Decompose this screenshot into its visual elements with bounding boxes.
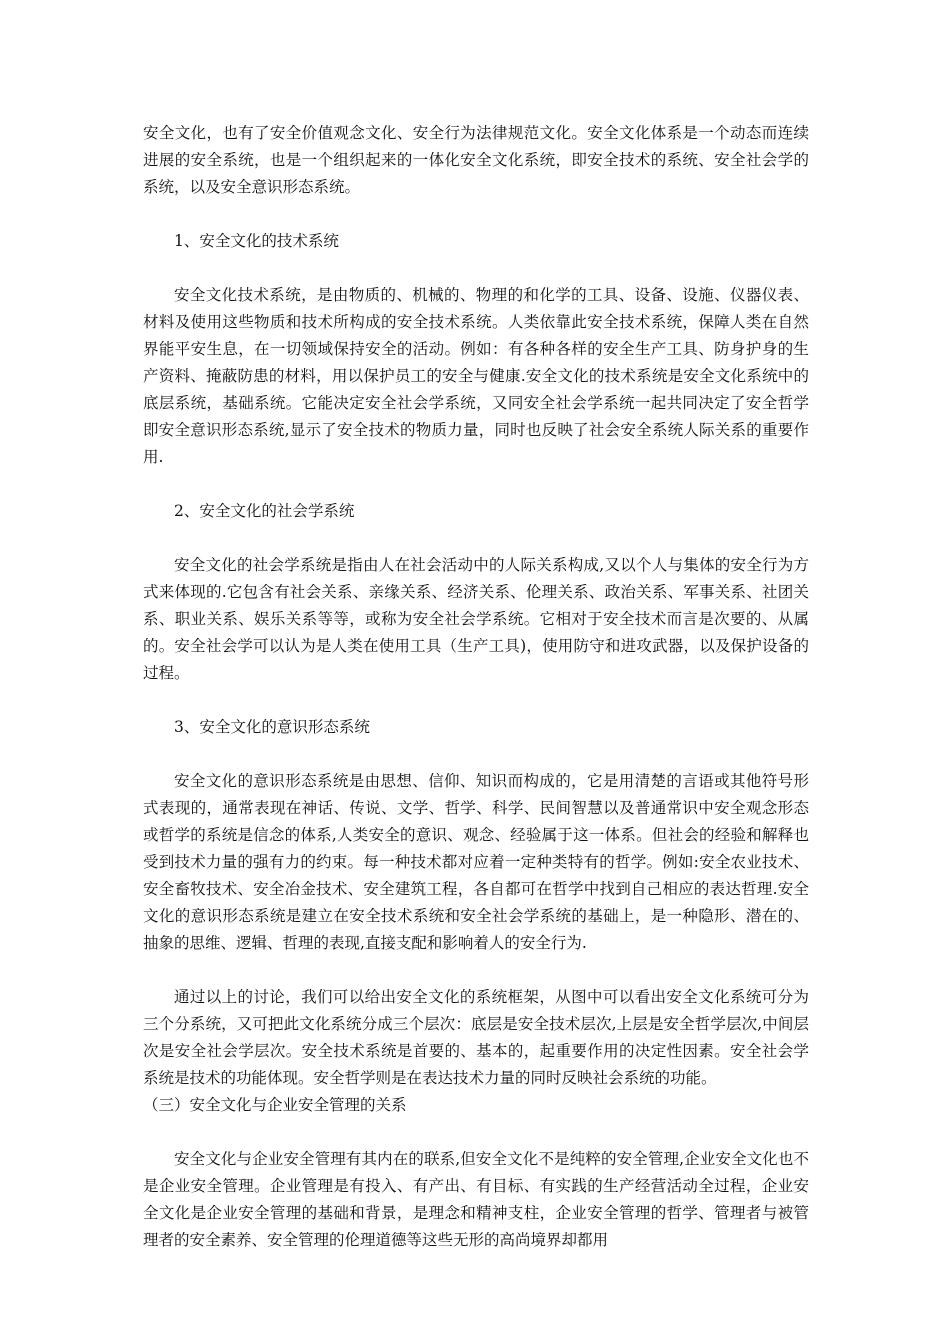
section-title-relationship: （三）安全文化与企业安全管理的关系 xyxy=(143,1096,407,1114)
ideology-system-paragraph: 安全文化的意识形态系统是由思想、信仰、知识而构成的，它是用清楚的言语或其他符号形式表现的，通常表现在神话、传说、文学、哲学、科学、民间智慧以及普通常识中安全观念形态或哲学的系统是信念的体系,人类安全的意识、观念、经验属于这一体系。但社会的经验和解释也受到技术力量的强有力的约束。每一种技术都对应着一定种类特有的哲学。例如:安全农业技术、安全畜牧技术、安全冶金技术、安全建筑工程，各自都可在哲学中找到自己相应的表达哲理.安全文化的意识形态系统是建立在安全技术系统和安全社会学系统的基础上，是一种隐形、潜在的、抽象的思维、逻辑、哲理的表现,直接支配和影响着人的安全行为. xyxy=(143,772,809,952)
sociology-system-paragraph: 安全文化的社会学系统是指由人在社会活动中的人际关系构成,又以个人与集体的安全行为方式来体现的.它包含有社会关系、亲缘关系、经济关系、伦理关系、政治关系、军事关系、社团关系、职业关系、娱乐关系等等，或称为安全社会学系统。它相对于安全技术而言是次要的、从属的。安全社会学可以认为是人类在使用工具（生产工具)，使用防守和进攻武器，以及保护设备的过程。 xyxy=(143,556,809,682)
heading-ideology-system: 3、安全文化的意识形态系统 xyxy=(174,718,370,736)
technical-system-paragraph: 安全文化技术系统，是由物质的、机械的、物理的和化学的工具、设备、设施、仪器仪表、材料及使用这些物质和技术所构成的安全技术系统。人类依靠此安全技术系统，保障人类在自然界能平安生息，在一切领域保持安全的活动。例如：有各种各样的安全生产工具、防身护身的生产资料、掩蔽防患的材料，用以保护员工的安全与健康.安全文化的技术系统是安全文化系统中的底层系统，基础系统。它能决定安全社会学系统，又同安全社会学系统一起共同决定了安全哲学即安全意识形态系统,显示了安全技术的物质力量，同时也反映了社会安全系统人际关系的重要作用. xyxy=(143,286,809,466)
relationship-paragraph: 安全文化与企业安全管理有其内在的联系,但安全文化不是纯粹的安全管理,企业安全文化也不是企业安全管理。企业管理是有投入、有产出、有目标、有实践的生产经营活动全过程，企业安全文化是企业安全管理的基础和背景，是理念和精神支柱，企业安全管理的哲学、管理者与被管理者的安全素养、安全管理的伦理道德等这些无形的高尚境界却都用 xyxy=(143,1150,809,1249)
summary-paragraph: 通过以上的讨论，我们可以给出安全文化的系统框架，从图中可以看出安全文化系统可分为三个分系统，又可把此文化系统分成三个层次：底层是安全技术层次,上层是安全哲学层次,中间层次是安全社会学层次。安全技术系统是首要的、基本的，起重要作用的决定性因素。安全社会学系统是技术的功能体现。安全哲学则是在表达技术力量的同时反映社会系统的功能。 xyxy=(143,988,809,1087)
heading-technical-system: 1、安全文化的技术系统 xyxy=(174,232,339,250)
intro-paragraph: 安全文化，也有了安全价值观念文化、安全行为法律规范文化。安全文化体系是一个动态而连续进展的安全系统，也是一个组织起来的一体化安全文化系统，即安全技术的系统、安全社会学的系统，以及安全意识形态系统。 xyxy=(143,124,809,196)
document-body xyxy=(143,120,809,1281)
heading-sociology-system: 2、安全文化的社会学系统 xyxy=(174,502,355,520)
